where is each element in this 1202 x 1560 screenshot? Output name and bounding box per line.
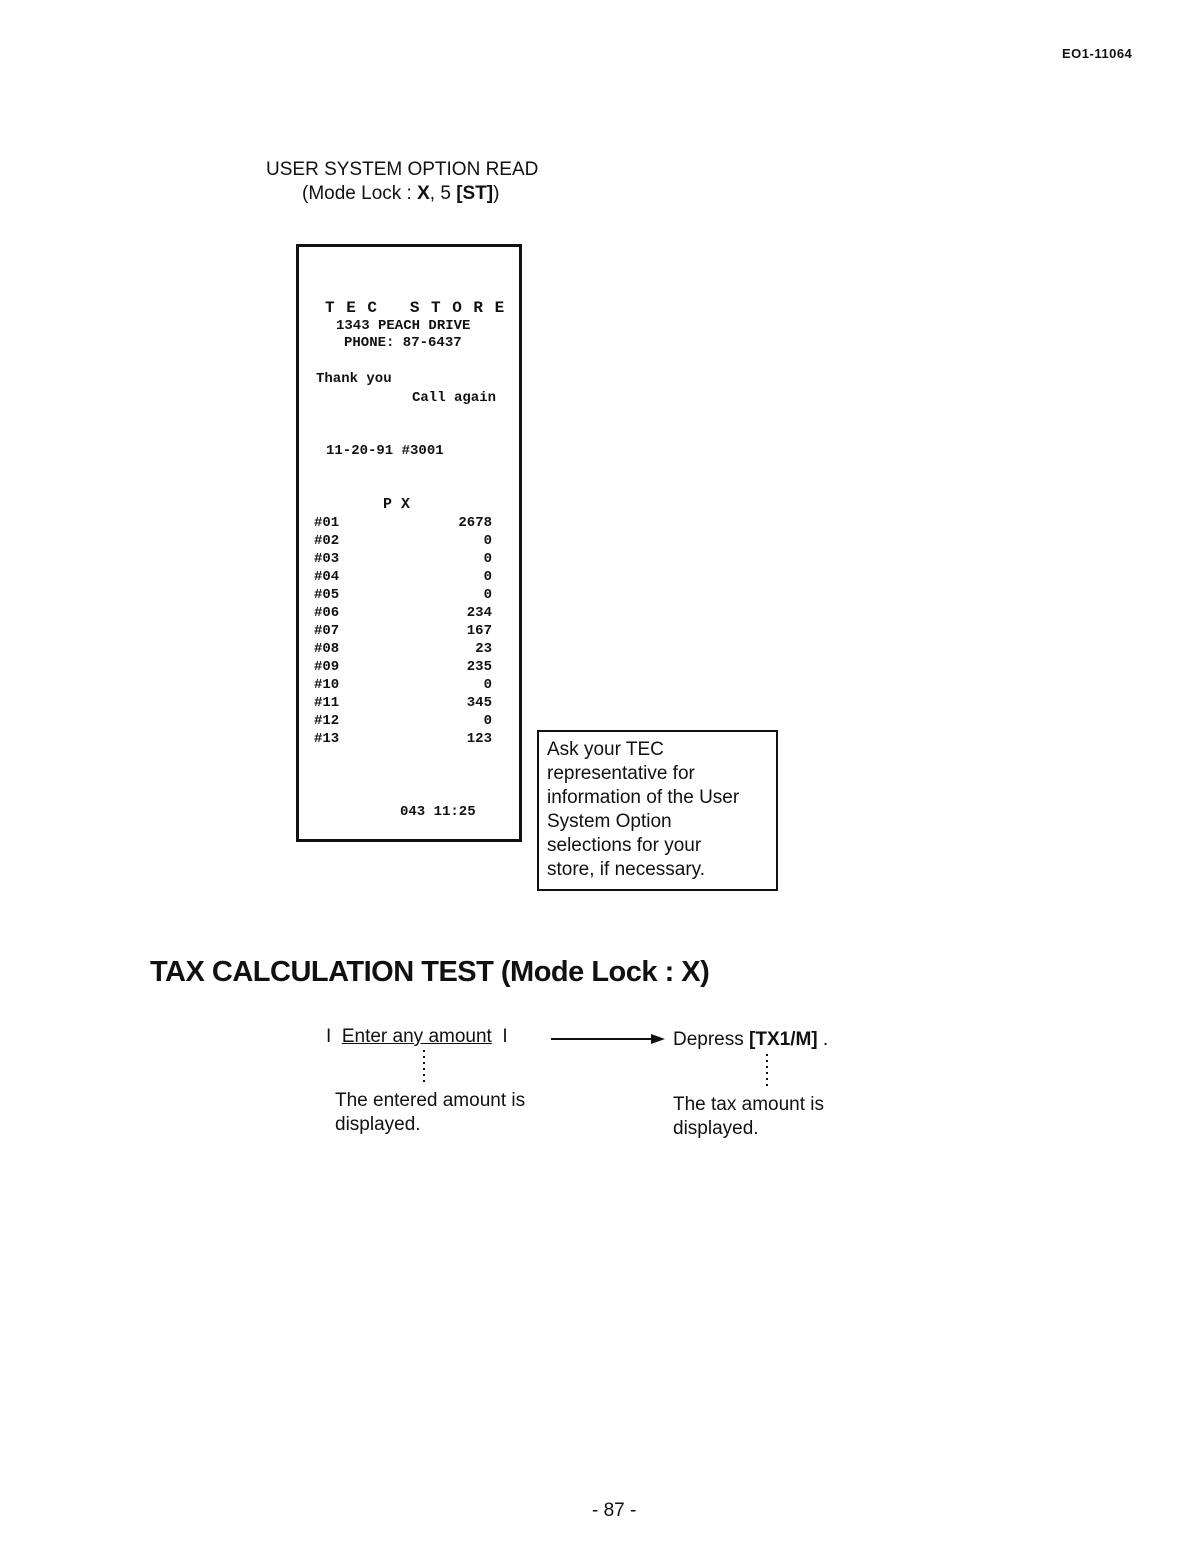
subtitle-prefix: (Mode Lock : bbox=[302, 183, 418, 204]
receipt-row-id: #07 bbox=[314, 623, 340, 639]
receipt-row-id: #03 bbox=[314, 551, 340, 567]
receipt-row-id: #06 bbox=[314, 605, 340, 621]
receipt-row bbox=[314, 676, 492, 694]
receipt-store-name: T E C S T O R E bbox=[325, 299, 506, 317]
subtitle-suffix: ) bbox=[493, 183, 500, 204]
note-line: store, if necessary. bbox=[547, 859, 706, 880]
note-line: representative for bbox=[547, 763, 695, 784]
receipt-phone: PHONE: 87-6437 bbox=[344, 335, 462, 351]
description-line: The tax amount is bbox=[673, 1094, 825, 1115]
receipt-row-value: 167 bbox=[466, 623, 492, 639]
receipt-row-value: 123 bbox=[466, 731, 492, 747]
receipt-row-value: 0 bbox=[483, 677, 492, 693]
key-bracket-right: I bbox=[491, 1026, 508, 1047]
arrow-right-icon bbox=[551, 1032, 665, 1046]
receipt-row-id: #10 bbox=[314, 677, 340, 693]
receipt-call-again: Call again bbox=[412, 390, 497, 406]
receipt-row-value: 0 bbox=[483, 569, 492, 585]
subtitle-mode-key: X bbox=[417, 183, 430, 204]
receipt-row bbox=[314, 586, 492, 604]
tx1-m-key-label: [TX1/M] bbox=[749, 1029, 818, 1050]
receipt-row bbox=[314, 694, 492, 712]
receipt-row-value: 235 bbox=[466, 659, 492, 675]
step-enter-amount bbox=[326, 1025, 508, 1049]
receipt-row-id: #09 bbox=[314, 659, 340, 675]
section-subtitle bbox=[302, 182, 499, 206]
note-box bbox=[537, 730, 778, 891]
receipt-row-value: 0 bbox=[483, 587, 492, 603]
receipt-row bbox=[314, 622, 492, 640]
description-line: displayed. bbox=[673, 1118, 759, 1139]
receipt-row-id: #13 bbox=[314, 731, 340, 747]
receipt-row bbox=[314, 712, 492, 730]
note-line: System Option bbox=[547, 811, 672, 832]
step-enter-amount-description bbox=[335, 1089, 525, 1137]
step-depress-key bbox=[673, 1028, 828, 1052]
receipt-row bbox=[314, 658, 492, 676]
receipt-row-id: #05 bbox=[314, 587, 340, 603]
receipt-row-value: 0 bbox=[483, 713, 492, 729]
receipt-row bbox=[314, 640, 492, 658]
receipt-row-value: 23 bbox=[475, 641, 492, 657]
receipt-row-id: #12 bbox=[314, 713, 340, 729]
receipt-row-id: #11 bbox=[314, 695, 340, 711]
receipt-row-id: #08 bbox=[314, 641, 340, 657]
step-depress-prefix: Depress bbox=[673, 1029, 750, 1050]
receipt-row bbox=[314, 514, 492, 532]
key-bracket-left: I bbox=[326, 1026, 342, 1047]
dotted-connector-left bbox=[422, 1050, 426, 1084]
receipt-footer: 043 11:25 bbox=[400, 804, 476, 820]
section-title: USER SYSTEM OPTION READ bbox=[266, 159, 539, 180]
receipt-row-value: 2678 bbox=[458, 515, 492, 531]
note-line: information of the User bbox=[547, 787, 740, 808]
document-id: EO1-11064 bbox=[1062, 46, 1133, 61]
receipt-thanks: Thank you bbox=[316, 371, 392, 387]
subtitle-mid: , 5 bbox=[429, 183, 457, 204]
receipt-row-value: 345 bbox=[466, 695, 492, 711]
step-depress-description bbox=[673, 1093, 824, 1141]
step-enter-amount-label: Enter any amount bbox=[341, 1026, 492, 1047]
receipt-row-value: 0 bbox=[483, 551, 492, 567]
receipt-row bbox=[314, 568, 492, 586]
description-line: The entered amount is bbox=[335, 1090, 526, 1111]
dotted-connector-right bbox=[765, 1054, 769, 1086]
page-number: - 87 - bbox=[592, 1500, 637, 1521]
receipt-row-id: #01 bbox=[314, 515, 340, 531]
receipt-row bbox=[314, 532, 492, 550]
receipt-date-line: 11-20-91 #3001 bbox=[326, 443, 444, 459]
note-line: selections for your bbox=[547, 835, 702, 856]
subtitle-st-key: [ST] bbox=[456, 183, 494, 204]
receipt-printout bbox=[296, 244, 522, 842]
receipt-row bbox=[314, 604, 492, 622]
tax-test-title: TAX CALCULATION TEST (Mode Lock : X) bbox=[150, 956, 710, 988]
description-line: displayed. bbox=[335, 1114, 421, 1135]
receipt-address: 1343 PEACH DRIVE bbox=[336, 318, 471, 334]
receipt-row-id: #04 bbox=[314, 569, 340, 585]
receipt-row-value: 0 bbox=[483, 533, 492, 549]
receipt-heading: P X bbox=[383, 496, 411, 513]
receipt-row bbox=[314, 730, 492, 748]
receipt-row-value: 234 bbox=[466, 605, 492, 621]
receipt-row bbox=[314, 550, 492, 568]
receipt-row-id: #02 bbox=[314, 533, 340, 549]
note-line: Ask your TEC bbox=[547, 739, 664, 760]
step-depress-suffix: . bbox=[817, 1029, 829, 1050]
